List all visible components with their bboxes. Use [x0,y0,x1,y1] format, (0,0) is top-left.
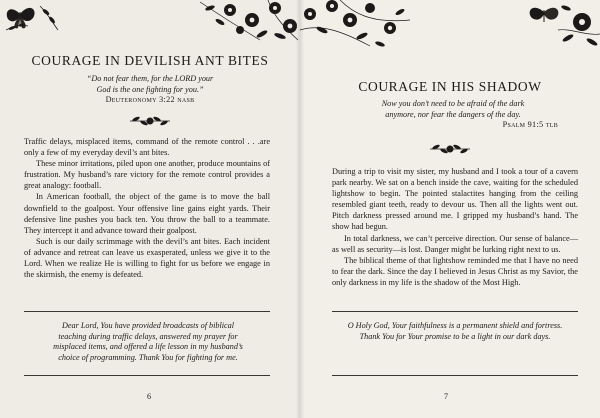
epigraph [40,74,260,106]
paragraph: In total darkness, we can’t perceive direction. Our sense of balance—as well as security—is lost. Danger might be lurking right next to us. [332,233,578,254]
paragraph: During a trip to visit my sister, my husband and I took a tour of a cavern park nearby. We sat on a bench inside the cave, waiting for the scheduled lightshow to begin. The pointed stalactites hanging from the ceiling resembled giant teeth, ready to devour us. Then all the lights went out. Pitch darkness pressed around me. I gripped my husband’s hand. The show had begun. [332,167,578,232]
page-title: COURAGE IN DEVILISH ANT BITES [31,53,269,68]
epigraph-line: Now you don’t need to be afraid of the dark [381,99,525,108]
paragraph: In American football, the object of the game is to move the ball downfield to the goalpost. Your offensive line gains eight yards. Their defensive line pushes you back ten. You throw the ball to a teammate. They intercept it and advance toward their goalpost. [24,192,270,235]
paragraph: These minor irritations, piled upon one another, produce mountains of frustration. My husband’s rare victory for the remote control provides a great analogy: football. [24,159,270,191]
floral-corner-icon [300,0,600,50]
paragraph: Traffic delays, misplaced items, command of the remote control . . .are only a few of my everyday devil’s ant bites. [24,137,270,158]
leaf-ornament-icon [426,142,474,156]
prayer: O Holy God, Your faithfulness is a permanent shield and fortress. Thank You for Your promise to be a light in our dark days. [347,321,563,341]
scripture-reference: Psalm 91:5 tlb [502,120,558,129]
body-text [24,136,270,280]
divider [24,311,270,312]
epigraph-line: God is the one fighting for you.” [96,84,204,94]
scripture-reference: Deuteronomy 3:22 nasb [105,95,195,104]
epigraph [348,99,558,131]
floral-corner-icon [0,0,300,42]
divider [332,375,578,376]
paragraph: Such is our daily scrimmage with the devil’s ant bites. Each incident of advance and retreat can leave us exasperated, unless we give it to the Lord. When we realize He is willing to fight for us before we engage in the skirmish, the enemy is defeated. [24,236,270,280]
right-page [300,0,600,418]
leaf-ornament-icon [126,114,174,128]
page-number: 6 [147,392,151,401]
epigraph-line: anymore, nor fear the dangers of the day. [385,109,521,119]
page-number: 7 [444,392,448,401]
book-gutter [296,0,304,418]
body-text [332,166,578,288]
page-title: COURAGE IN HIS SHADOW [358,79,542,94]
paragraph: The biblical theme of that lightshow reminded me that I have no need to fear the dark. Since the day I believed in Jesus Christ as my Savior, the only darkness in my life is the shadow of the Most High. [332,255,578,287]
epigraph-line: “Do not fear them, for the LORD your [86,74,214,83]
divider [24,375,270,376]
divider [332,311,578,312]
prayer: Dear Lord, You have provided broadcasts of biblical teaching during traffic delays, answered my prayer for misplaced items, and offered a life lesson in my husband’s choice of programming. Thank You for fighting for me. [53,321,243,362]
butterfly-icon [530,8,559,22]
